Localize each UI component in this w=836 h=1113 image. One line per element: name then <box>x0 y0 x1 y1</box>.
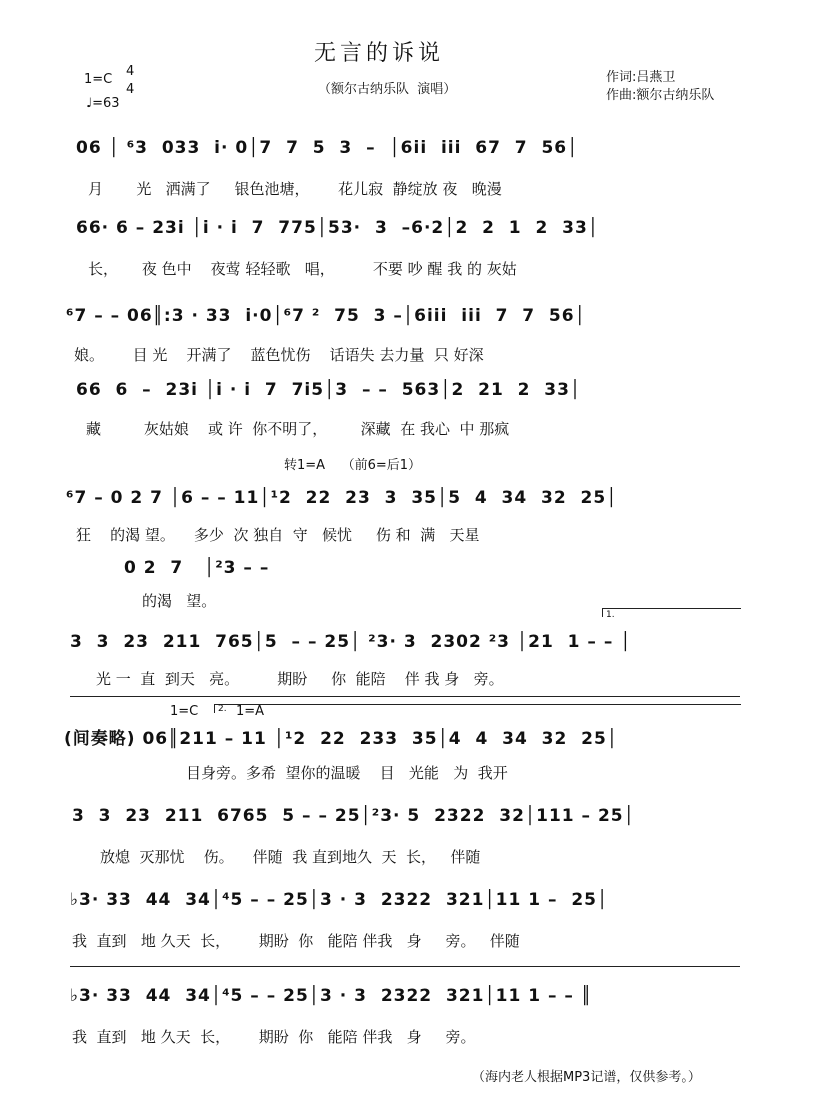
modulation-note: 转1=A （前6=后1） <box>284 458 422 473</box>
notation-system-8: 3 3 23 211 6765 5 – – 25│²3· 5 2322 32│111 – 25│ <box>72 806 635 826</box>
lyrics-system-7: 目身旁。多希 望你的温暖 目 光能 为 我开 <box>186 764 508 782</box>
song-title: 无言的诉说 <box>314 41 445 66</box>
notation-system-6: 3 3 23 211 765│5 – – 25│ ²3· 3 2302 ²3 │21 1 – – │ <box>70 632 632 652</box>
notation-system-1: 06 │ ⁶3 033 i· 0│7 7 5 3 – │6ii iii 67 7 56│ <box>76 138 579 158</box>
volta-number-2: 2. <box>218 704 227 714</box>
volta-number-1: 1. <box>606 610 615 620</box>
notation-system-9: ♭3· 33 44 34│⁴5 – – 25│3 · 3 2322 321│11 1 – 25│ <box>70 890 609 910</box>
notation-system-2: 66· 6 – 23i │i · i 7 775│53· 3 –6·2│2 2 1 2 33│ <box>76 218 600 238</box>
lyrics-system-9: 我 直到 地 久天 长， 期盼 你 能陪 伴我 身 旁。 伴随 <box>72 932 520 950</box>
lyricist-credit: 作词:吕燕卫 <box>606 70 676 85</box>
lyrics-system-10: 我 直到 地 久天 长， 期盼 你 能陪 伴我 身 旁。 <box>72 1028 476 1046</box>
volta-bracket-1 <box>602 608 741 617</box>
notation-system-3: ⁶7 – – 06║:3 · 33 i·0│⁶7 ² 75 3 –│6iii iii 7 7 56│ <box>66 306 586 326</box>
lyrics-system-6: 光 一 直 到天 亮。 期盼 你 能陪 伴 我 身 旁。 <box>96 670 504 688</box>
time-signature-top: 4 <box>126 64 135 79</box>
volta-bracket-2 <box>214 704 741 713</box>
section-divider <box>70 696 740 697</box>
key-change-a: 1=A <box>236 704 265 719</box>
notation-alternate-ending: 0 2 7 │²3 – – <box>124 558 270 578</box>
lyrics-system-4: 藏 灰姑娘 或 许 你不明了， 深藏 在 我心 中 那疯 <box>86 420 510 438</box>
composer-credit: 作曲:额尔古纳乐队 <box>606 88 715 103</box>
notation-system-5: ⁶7 – 0 2 7 │6 – – 11│¹2 22 23 3 35│5 4 34 32 25│ <box>66 488 618 508</box>
key-signature: 1=C <box>84 72 113 87</box>
notation-system-10: ♭3· 33 44 34│⁴5 – – 25│3 · 3 2322 321│11 1 – – ║ <box>70 986 593 1006</box>
lyrics-system-2: 长， 夜 色中 夜莺 轻轻歌 唱， 不要 吵 醒 我 的 灰姑 <box>88 260 517 278</box>
lyrics-system-3: 娘。 目 光 开满了 蓝色忧伤 话语失 去力量 只 好深 <box>74 346 484 364</box>
key-change-c: 1=C <box>170 704 199 719</box>
tempo-mark: ♩=63 <box>86 96 120 111</box>
final-section-divider <box>70 966 740 967</box>
transcription-footnote: （海内老人根据MP3记谱，仅供参考。） <box>472 1070 701 1085</box>
notation-system-4: 66 6 – 23i │i · i 7 7i5│3 – – 563│2 21 2 33│ <box>76 380 582 400</box>
lyrics-system-1: 月 光 洒满了 银色池塘， 花儿寂 静绽放 夜 晚漫 <box>88 180 502 198</box>
notation-system-7: (间奏略) 06║211 – 11 │¹2 22 233 35│4 4 34 32 25│ <box>64 729 619 749</box>
time-signature-bottom: 4 <box>126 82 135 97</box>
lyrics-system-5: 狂 的渴 望。 多少 次 独自 守 候忧 伤 和 满 天星 <box>76 526 480 544</box>
lyrics-system-8: 放熄 灭那忧 伤。 伴随 我 直到地久 天 长， 伴随 <box>100 848 481 866</box>
lyrics-alternate-ending: 的渴 望。 <box>142 592 217 610</box>
performer-credit: （额尔古纳乐队 演唱） <box>318 82 457 97</box>
